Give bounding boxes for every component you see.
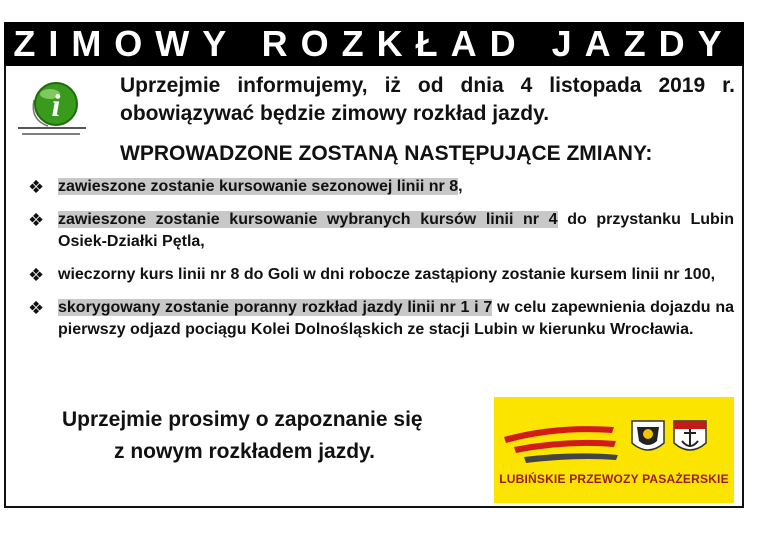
diamond-bullet-icon: ❖ <box>28 298 45 318</box>
list-item <box>28 209 734 253</box>
page-title: ZIMOWY ROZKŁAD JAZDY <box>4 22 744 66</box>
closing-line-2: z nowym rozkładem jazdy. <box>114 440 376 463</box>
item-text: , <box>458 178 463 195</box>
company-name: LUBIŃSKIE PRZEWOZY PASAŻERSKIE <box>499 472 729 486</box>
highlighted-text: skorygowany zostanie poranny rozkład jazdy linii nr 1 i 7 <box>58 299 493 316</box>
changes-list <box>28 174 734 341</box>
intro-line-1: Uprzejmie informujemy, iż od dnia 4 listopada 2019 r. <box>120 74 735 97</box>
list-item <box>28 264 734 286</box>
highlighted-text: zawieszone zostanie kursowanie sezonowej linii nr 8 <box>58 178 459 195</box>
svg-text:i: i <box>51 87 61 123</box>
diamond-bullet-icon: ❖ <box>28 177 45 197</box>
highlighted-text: zawieszone zostanie kursowanie wybranych kursów linii nr 4 <box>58 211 558 228</box>
changes-heading: WPROWADZONE ZOSTANĄ NASTĘPUJĄCE ZMIANY: <box>120 142 653 165</box>
company-logo <box>494 397 734 503</box>
diamond-bullet-icon: ❖ <box>28 210 45 230</box>
anchor-crest-icon <box>674 421 706 450</box>
item-text: do przystanku Lubin Osiek-Działki Pętla, <box>58 211 735 250</box>
intro-line-2: obowiązywać będzie zimowy rozkład jazdy. <box>120 102 550 125</box>
closing-text <box>62 404 462 468</box>
closing-line-1: Uprzejmie prosimy o zapoznanie się <box>62 408 423 431</box>
item-text: w celu zapewnienia dojazdu na pierwszy odjazd pociągu Kolei Dolnośląskich ze stacji Lubin w kierunku Wrocławia. <box>58 299 734 338</box>
intro-text <box>120 72 735 128</box>
item-text: wieczorny kurs linii nr 8 do Goli w dni robocze zastąpiony zostanie kursem linii nr 100, <box>58 266 716 283</box>
list-item <box>28 176 734 198</box>
coat-of-arms-icon <box>632 421 664 450</box>
diamond-bullet-icon: ❖ <box>28 265 45 285</box>
list-item <box>28 297 734 341</box>
info-icon <box>14 78 104 140</box>
logo-graphic <box>494 397 734 477</box>
